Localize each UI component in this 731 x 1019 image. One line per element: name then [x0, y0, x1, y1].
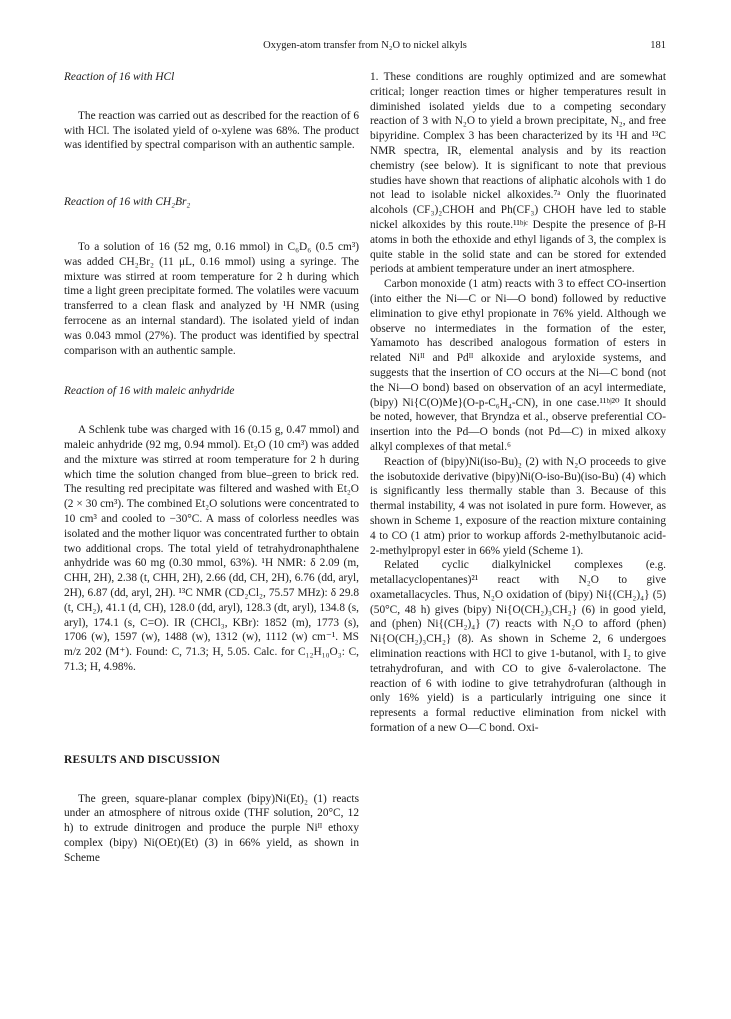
paragraph-metallacycles: Related cyclic dialkylnickel complexes (e.g. metallacyclopentanes)²¹ react with N₂O to give oxametallacycles. Thus, N₂O oxidation of (bipy) Ni{(CH₂)₄} (5) (50°C, 48 h) gives (bipy) Ni{O(CH₂)₃CH₂} (6) in good yield, and (phen) Ni{(CH₂)₄} (7) reacts with N₂O to afford (phen) Ni{O(CH₂)₃CH₂} (8). As shown in Scheme 2, 6 undergoes elimination reactions with HCl to give 1-butanol, with I₂ to give tetrahydrofuran, and with CO to give δ-valerolactone. The reaction of 6 with iodine to give tetrahydrofuran (although in only 16% yield) is a particularly intriguing one since it represents a formal reductive elimination from nickel with formation of a new O—C bond. Oxi- [370, 559, 666, 735]
running-header [64, 40, 666, 56]
left-column [64, 70, 359, 865]
subsection-heading-ch2br2: Reaction of 16 with CH₂Br₂ [64, 196, 191, 209]
paragraph-results-intro: The green, square-planar complex (bipy)Ni(Et)₂ (1) reacts under an atmosphere of nitrous oxide (THF solution, 20°C, 12 h) to extrude dinitrogen and produce the purple Niᴵᴵ ethoxy complex (bipy) Ni(OEt)(Et) (3) in 66% yield, as shown in Scheme [64, 792, 359, 864]
page-number: 181 [650, 40, 666, 51]
right-column [370, 70, 666, 736]
paragraph-complex-3: 1. These conditions are roughly optimized and are somewhat critical; longer reaction times or higher temperatures result in diminished isolated yields due to a competing secondary reaction of 3 with N₂O to yield a brown precipitate, N₂, and free bipyridine. Complex 3 has been characterized by its ¹H and ¹³C NMR spectra, IR, elemental analysis and by its reaction chemistry (see below). It is significant to note that previous studies have shown that reactions of aliphatic alcohols with 1 do not lead to isolable nickel alkoxides.⁷ᵃ Only the fluorinated alcohols (CF₃)₂CHOH and Ph(CF₃) CHOH have led to stable nickel alkoxides by this route.¹¹ᵇʲᶜ Despite the presence of β-H atoms in both the ethoxide and ethyl ligands of 3, the complex is quite stable in the solid state and can be stored for extended periods at ambient temperature under an inert atmosphere. [370, 71, 666, 276]
subsection-heading-hcl: Reaction of 16 with HCl [64, 71, 175, 83]
running-title: Oxygen-atom transfer from N₂O to nickel alkyls [263, 40, 467, 51]
paragraph-ch2br2: To a solution of 16 (52 mg, 0.16 mmol) in C₆D₆ (0.5 cm³) was added CH₂Br₂ (11 μL, 0.16 mmol) using a syringe. The mixture was stirred at room temperature for 2 h during which time a light green precipitate formed. The volatiles were vacuum transferred to a clean flask and analyzed by ¹H NMR (using ferrocene as an internal standard). The isolated yield of indan was 0.043 mmol (27%). The product was identified by spectral comparison with an authentic sample. [64, 240, 359, 357]
paragraph-hcl: The reaction was carried out as described for the reaction of 6 with HCl. The isolated yield of o-xylene was 68%. The product was identified by spectral comparison with an authentic sample. [64, 109, 359, 152]
paragraph-carbon-monoxide: Carbon monoxide (1 atm) reacts with 3 to effect CO-insertion (into either the Ni—C or Ni—O bond) followed by reductive elimination to give ethyl propionate in 76% yield. Although we observe no intermediates in the formation of the ester, Yamamoto has described analogous formation of esters in related Niᴵᴵ and Pdᴵᴵ alkoxide and aryloxide systems, and suggests that the insertion of CO occurs at the Ni—C bond (not the Ni—O bond) based on observation of an acyl intermediate, (bipy) Ni{C(O)Me}(O-p-C₆H₄-CN), in one case.¹¹ᵇʲ²⁰ It should be noted, however, that Bryndza et al., observe preferential CO-insertion into the Pd—O bonds (not Pd—C) in mixed alkoxy alkyl complexes of that metal.⁶ [370, 278, 666, 453]
paragraph-isobutyl: Reaction of (bipy)Ni(iso-Bu)₂ (2) with N₂O proceeds to give the isobutoxide derivative (bipy)Ni(O-iso-Bu)(iso-Bu) (4) which is significantly less thermally stable than 3. Because of this thermal instability, 4 was not isolated in pure form. However, as shown in Scheme 1, exposure of the reaction mixture containing 4 to CO (1 atm) prior to workup affords 2-methylbutanoic acid-2-methylpropyl ester in 66% yield (Scheme 1). [370, 455, 666, 557]
subsection-heading-maleic-anhydride: Reaction of 16 with maleic anhydride [64, 385, 235, 398]
section-title-results: RESULTS AND DISCUSSION [64, 753, 221, 766]
paragraph-maleic-anhydride: A Schlenk tube was charged with 16 (0.15 g, 0.47 mmol) and maleic anhydride (92 mg, 0.94 mmol). Et₂O (10 cm³) was added and the mixture was stirred at room temperature for 2 h during which time the solution changed from blue–green to brick red. The resulting red precipitate was filtered and washed with Et₂O (2 × 30 cm³). The combined Et₂O solutions were concentrated to 10 cm³ and cooled to −30°C. A mass of colorless needles was isolated and the mother liquor was concentrated further to obtain two additional crops. The total yield of tetrahydronaphthalene anhydride was 60 mg (0.30 mmol, 63%). ¹H NMR: δ 2.09 (m, CHH, 2H), 2.38 (t, CHH, 2H), 2.66 (dd, CH, 2H), 6.76 (dd, aryl, 2H), 6.87 (dd, aryl, 2H). ¹³C NMR (CD₂Cl₂, 75.57 MHz): δ 29.8 (t, CH₂), 41.1 (d, CH), 128.0 (dd, aryl), 128.3 (dt, aryl), 134.8 (s, aryl), 174.1 (s, C=O). IR (CHCl₃, KBr): 1852 (m), 1773 (s), 1706 (w), 1597 (w), 1488 (w), 1312 (w), 1112 (w) cm⁻¹. MS m/z 202 (M⁺). Found: C, 71.3; H, 5.05. Calc. for C₁₂H₁₀O₃: C, 71.3; H, 4.98%. [64, 424, 359, 673]
